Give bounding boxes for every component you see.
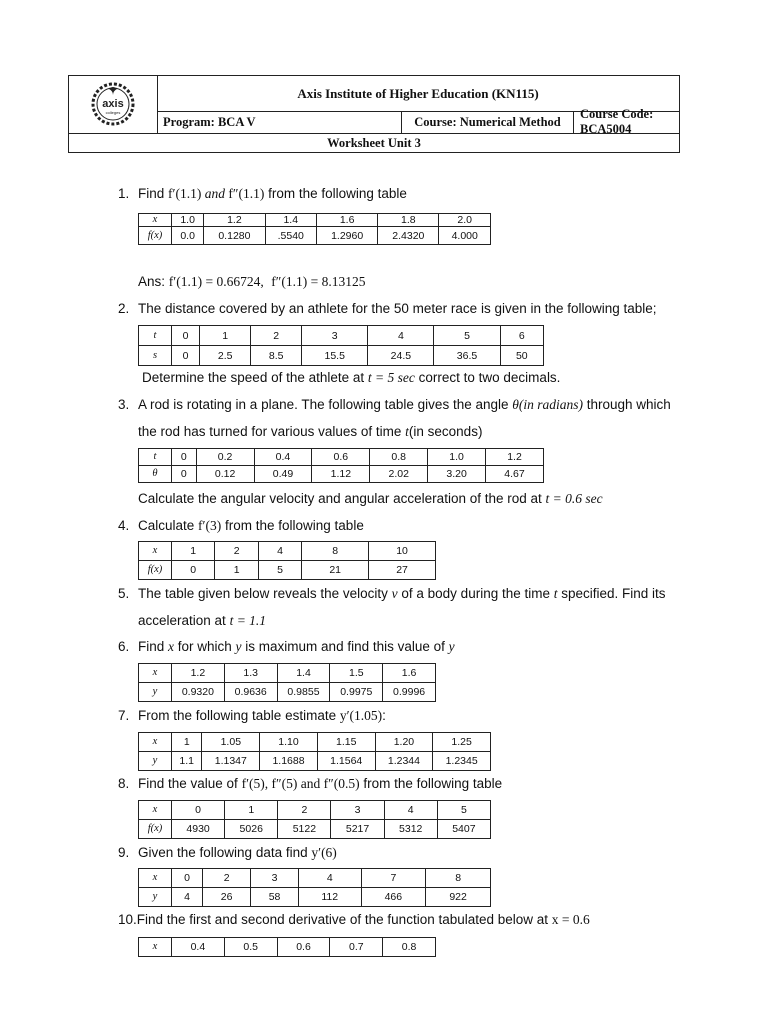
table-cell: 6 bbox=[500, 326, 543, 346]
table-header-cell: f(x) bbox=[139, 227, 172, 245]
table-cell: 15.5 bbox=[302, 346, 368, 366]
table-cell: 1.4 bbox=[265, 214, 317, 227]
table-cell: 5026 bbox=[225, 820, 278, 839]
table-header-cell: y bbox=[139, 752, 172, 771]
question-6: 6. Find x for which y is maximum and find this value of y bbox=[118, 639, 455, 654]
table-cell: 0.1280 bbox=[204, 227, 265, 245]
table-cell: 5312 bbox=[384, 820, 437, 839]
table-cell: 466 bbox=[361, 888, 426, 907]
course-label: Course: Numerical Method bbox=[402, 111, 574, 133]
table-cell: 8 bbox=[302, 542, 369, 561]
table-q1 bbox=[138, 213, 491, 245]
table-cell: 1.6 bbox=[383, 664, 436, 683]
table-header-cell: t bbox=[139, 449, 172, 466]
question-10: 10.Find the first and second derivative of the function tabulated below at x = 0.6 bbox=[118, 912, 590, 927]
table-cell: 2.02 bbox=[370, 466, 428, 483]
table-cell: 0.12 bbox=[196, 466, 254, 483]
table-cell: 1.15 bbox=[317, 733, 375, 752]
table-cell: 0.9855 bbox=[277, 683, 330, 702]
table-cell: 0.4 bbox=[254, 449, 312, 466]
axis-logo-icon bbox=[69, 76, 157, 133]
table-cell: 26 bbox=[203, 888, 251, 907]
table-cell: 1.25 bbox=[433, 733, 491, 752]
table-cell: 0.8 bbox=[370, 449, 428, 466]
table-header-cell: x bbox=[139, 542, 172, 561]
table-cell: 2 bbox=[278, 801, 331, 820]
table-cell: 0 bbox=[172, 449, 197, 466]
table-cell: 2.0 bbox=[439, 214, 491, 227]
table-cell: 5 bbox=[434, 326, 500, 346]
table-cell: 1 bbox=[172, 542, 215, 561]
table-cell: 4 bbox=[368, 326, 434, 346]
table-cell: 922 bbox=[426, 888, 491, 907]
table-cell: 2.4320 bbox=[378, 227, 439, 245]
table-cell: 1.2344 bbox=[375, 752, 433, 771]
course-code-label: Course Code: BCA5004 bbox=[580, 107, 654, 136]
logo-cell bbox=[69, 76, 158, 133]
table-header-cell: x bbox=[139, 214, 172, 227]
table-cell: 4.000 bbox=[439, 227, 491, 245]
question-2-prompt: Determine the speed of the athlete at t = 5 sec correct to two decimals. bbox=[142, 370, 561, 385]
table-cell: 0 bbox=[172, 869, 203, 888]
table-cell: 0.0 bbox=[172, 227, 204, 245]
table-cell: 0.2 bbox=[196, 449, 254, 466]
table-cell: 58 bbox=[251, 888, 299, 907]
table-q2 bbox=[138, 325, 544, 366]
table-header-cell: s bbox=[139, 346, 172, 366]
table-cell: 27 bbox=[369, 561, 436, 580]
question-9: 9. Given the following data find y′(6) bbox=[118, 845, 337, 860]
table-cell: 0.49 bbox=[254, 466, 312, 483]
question-3-prompt: Calculate the angular velocity and angular acceleration of the rod at t = 0.6 sec bbox=[138, 491, 603, 506]
table-cell: 1.2 bbox=[204, 214, 265, 227]
table-cell: 8 bbox=[426, 869, 491, 888]
table-cell: 1.20 bbox=[375, 733, 433, 752]
question-8: 8. Find the value of f′(5), f″(5) and f″(0.5) from the following table bbox=[118, 776, 503, 791]
table-cell: 10 bbox=[369, 542, 436, 561]
table-cell: 0.9320 bbox=[172, 683, 225, 702]
table-header-cell: x bbox=[139, 664, 172, 683]
table-header-cell: x bbox=[139, 733, 172, 752]
table-cell: 0.6 bbox=[312, 449, 370, 466]
table-q9 bbox=[138, 868, 491, 907]
table-cell: 1 bbox=[225, 801, 278, 820]
table-cell: 1 bbox=[200, 326, 251, 346]
table-cell: 2 bbox=[203, 869, 251, 888]
table-header-cell: θ bbox=[139, 466, 172, 483]
table-cell: 24.5 bbox=[368, 346, 434, 366]
table-cell: .5540 bbox=[265, 227, 317, 245]
table-cell: 0.8 bbox=[383, 938, 436, 957]
table-cell: 0 bbox=[172, 466, 197, 483]
question-3-line2: the rod has turned for various values of time t(in seconds) bbox=[138, 424, 483, 439]
table-cell: 4 bbox=[384, 801, 437, 820]
answer-1: Ans: f′(1.1) = 0.66724, f″(1.1) = 8.13125 bbox=[138, 274, 366, 289]
table-q10 bbox=[138, 937, 436, 957]
table-cell: 5 bbox=[258, 561, 301, 580]
table-cell: 0.4 bbox=[172, 938, 225, 957]
table-header-cell: x bbox=[139, 801, 172, 820]
table-cell: 1.1688 bbox=[260, 752, 318, 771]
question-1: 1. Find f′(1.1) and f″(1.1) from the following table bbox=[118, 186, 407, 201]
table-cell: 0.9996 bbox=[383, 683, 436, 702]
table-cell: 2 bbox=[215, 542, 258, 561]
table-cell: 1.10 bbox=[260, 733, 318, 752]
question-3: 3. A rod is rotating in a plane. The following table gives the angle θ(in radians) through which bbox=[118, 397, 671, 412]
table-cell: 1.6 bbox=[317, 214, 378, 227]
question-4: 4. Calculate f′(3) from the following table bbox=[118, 518, 364, 533]
table-cell: 1.2 bbox=[486, 449, 544, 466]
table-cell: 2 bbox=[251, 326, 302, 346]
table-cell: 5 bbox=[437, 801, 490, 820]
table-cell: 1.2 bbox=[172, 664, 225, 683]
question-5: 5. The table given below reveals the velocity v of a body during the time t specified. Find its bbox=[118, 586, 666, 601]
table-cell: 4 bbox=[258, 542, 301, 561]
table-q7 bbox=[138, 732, 491, 771]
logo-text: axis bbox=[102, 98, 124, 110]
table-cell: 4 bbox=[299, 869, 361, 888]
table-cell: 0.9975 bbox=[330, 683, 383, 702]
table-cell: 0.9636 bbox=[224, 683, 277, 702]
table-header-cell: y bbox=[139, 888, 172, 907]
table-cell: 1.1 bbox=[172, 752, 202, 771]
table-cell: 1.1564 bbox=[317, 752, 375, 771]
table-cell: 1.5 bbox=[330, 664, 383, 683]
table-cell: 4930 bbox=[172, 820, 225, 839]
table-header-cell: f(x) bbox=[139, 561, 172, 580]
table-cell: 0 bbox=[172, 561, 215, 580]
worksheet-title: Worksheet Unit 3 bbox=[69, 133, 679, 152]
table-cell: 3.20 bbox=[428, 466, 486, 483]
table-cell: 50 bbox=[500, 346, 543, 366]
institute-title: Axis Institute of Higher Education (KN115) bbox=[157, 76, 679, 112]
table-q4 bbox=[138, 541, 436, 580]
table-cell: 2.5 bbox=[200, 346, 251, 366]
table-cell: 8.5 bbox=[251, 346, 302, 366]
table-cell: 1.1347 bbox=[202, 752, 260, 771]
question-7: 7. From the following table estimate y′(1.05): bbox=[118, 708, 386, 723]
table-cell: 0 bbox=[172, 801, 225, 820]
table-cell: 4.67 bbox=[486, 466, 544, 483]
table-q3 bbox=[138, 448, 544, 483]
table-cell: 0 bbox=[172, 346, 200, 366]
table-cell: 1.12 bbox=[312, 466, 370, 483]
table-cell: 1.2960 bbox=[317, 227, 378, 245]
question-2: 2. The distance covered by an athlete for the 50 meter race is given in the following table; bbox=[118, 301, 657, 316]
table-cell: 1.4 bbox=[277, 664, 330, 683]
table-cell: 1 bbox=[172, 733, 202, 752]
program-label: Program: BCA V bbox=[157, 111, 402, 133]
logo-subtext: colleges bbox=[105, 110, 121, 115]
table-cell: 1.8 bbox=[378, 214, 439, 227]
course-info-row bbox=[157, 107, 679, 136]
table-cell: 21 bbox=[302, 561, 369, 580]
header-table bbox=[68, 75, 680, 153]
table-header-cell: x bbox=[139, 869, 172, 888]
table-cell: 0 bbox=[172, 326, 200, 346]
table-cell: 3 bbox=[331, 801, 384, 820]
table-header-cell: y bbox=[139, 683, 172, 702]
table-cell: 4 bbox=[172, 888, 203, 907]
table-cell: 1.2345 bbox=[433, 752, 491, 771]
table-cell: 3 bbox=[251, 869, 299, 888]
table-cell: 112 bbox=[299, 888, 361, 907]
table-cell: 36.5 bbox=[434, 346, 500, 366]
table-cell: 7 bbox=[361, 869, 426, 888]
question-5-line2: acceleration at t = 1.1 bbox=[138, 613, 267, 628]
table-cell: 1 bbox=[215, 561, 258, 580]
table-header-cell: f(x) bbox=[139, 820, 172, 839]
table-cell: 0.6 bbox=[277, 938, 330, 957]
table-header-cell: t bbox=[139, 326, 172, 346]
table-cell: 1.05 bbox=[202, 733, 260, 752]
table-cell: 5407 bbox=[437, 820, 490, 839]
table-cell: 3 bbox=[302, 326, 368, 346]
table-cell: 5217 bbox=[331, 820, 384, 839]
table-cell: 0.5 bbox=[224, 938, 277, 957]
table-cell: 1.3 bbox=[224, 664, 277, 683]
table-cell: 0.7 bbox=[330, 938, 383, 957]
table-cell: 1.0 bbox=[428, 449, 486, 466]
table-header-cell: x bbox=[139, 938, 172, 957]
table-q6 bbox=[138, 663, 436, 702]
table-cell: 5122 bbox=[278, 820, 331, 839]
table-q8 bbox=[138, 800, 491, 839]
table-cell: 1.0 bbox=[172, 214, 204, 227]
